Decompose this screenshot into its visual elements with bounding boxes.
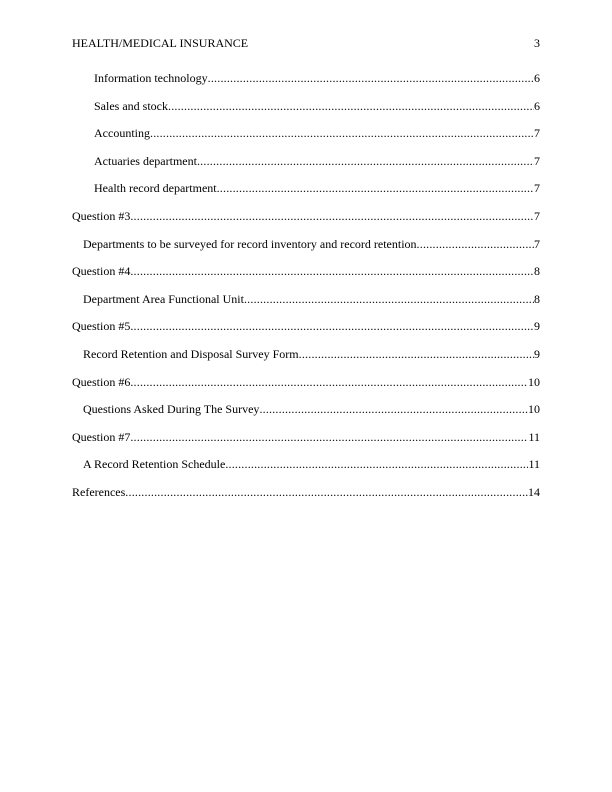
toc-entry[interactable] — [72, 347, 540, 375]
toc-entry[interactable] — [72, 237, 540, 265]
toc-entry-page: 10 — [528, 374, 540, 389]
toc-entry[interactable] — [72, 126, 540, 154]
toc-dot-leader — [168, 99, 534, 113]
toc-entry[interactable] — [72, 402, 540, 430]
toc-dot-leader — [259, 402, 528, 416]
toc-entry-page: 6 — [534, 98, 540, 113]
toc-dot-leader — [208, 71, 534, 85]
toc-entry-title: Question #6 — [72, 374, 131, 389]
toc-entry-title: Questions Asked During The Survey — [83, 402, 260, 417]
toc-entry-page: 7 — [534, 153, 540, 168]
toc-entry-page: 6 — [534, 71, 540, 85]
toc-dot-leader — [125, 485, 528, 499]
toc-entry[interactable] — [72, 485, 540, 513]
toc-entry[interactable] — [72, 430, 540, 458]
toc-entry-page: 11 — [528, 457, 540, 472]
toc-entry-page: 11 — [528, 429, 540, 444]
toc-entry-title: Actuaries department — [94, 153, 197, 168]
page-number: 3 — [534, 36, 540, 50]
toc-entry-page: 9 — [534, 346, 540, 361]
toc-entry-page: 14 — [528, 484, 540, 499]
toc-dot-leader — [299, 347, 534, 361]
toc-dot-leader — [217, 181, 534, 195]
toc-dot-leader — [130, 319, 534, 333]
toc-entry-page: 8 — [534, 291, 540, 306]
toc-entry-title: Question #3 — [72, 208, 131, 223]
toc-entry[interactable] — [72, 264, 540, 292]
toc-entry-page: 7 — [534, 126, 540, 141]
toc-entry[interactable] — [72, 181, 540, 209]
toc-entry-page: 10 — [528, 402, 540, 417]
toc-entry-title: A Record Retention Schedule — [83, 457, 226, 472]
toc-dot-leader — [130, 209, 534, 223]
toc-entry-page: 7 — [534, 236, 540, 251]
toc-dot-leader — [197, 154, 534, 168]
toc-entry-title: References — [72, 484, 126, 499]
toc-dot-leader — [130, 375, 528, 389]
toc-dot-leader — [150, 126, 534, 140]
toc-entry[interactable] — [72, 292, 540, 320]
toc-entry-page: 7 — [534, 181, 540, 196]
toc-dot-leader — [130, 430, 528, 444]
toc-entry-page: 8 — [534, 264, 540, 279]
toc-entry[interactable] — [72, 71, 540, 99]
toc-entry-title: Accounting — [94, 126, 150, 141]
toc-entry-title: Information technology — [94, 71, 208, 85]
toc-entry-title: Question #5 — [72, 319, 131, 334]
toc-entry-title: Record Retention and Disposal Survey Form — [83, 346, 299, 361]
toc-entry-title: Departments to be surveyed for record inventory and record retention — [83, 236, 417, 251]
toc-dot-leader — [417, 237, 534, 251]
page-header — [72, 36, 540, 50]
table-of-contents — [72, 71, 540, 513]
toc-entry[interactable] — [72, 209, 540, 237]
toc-dot-leader — [225, 457, 528, 471]
toc-entry-title: Health record department — [94, 181, 217, 196]
toc-entry[interactable] — [72, 375, 540, 403]
toc-entry-page: 9 — [534, 319, 540, 334]
running-head: HEALTH/MEDICAL INSURANCE — [72, 36, 249, 50]
toc-dot-leader — [130, 264, 534, 278]
toc-entry[interactable] — [72, 457, 540, 485]
toc-entry-title: Question #7 — [72, 429, 131, 444]
toc-entry[interactable] — [72, 154, 540, 182]
toc-dot-leader — [244, 292, 534, 306]
toc-entry-title: Sales and stock — [94, 98, 168, 113]
toc-entry-title: Department Area Functional Unit — [83, 291, 244, 306]
toc-entry-title: Question #4 — [72, 264, 131, 279]
toc-entry[interactable] — [72, 319, 540, 347]
toc-entry[interactable] — [72, 99, 540, 127]
toc-entry-page: 7 — [534, 208, 540, 223]
